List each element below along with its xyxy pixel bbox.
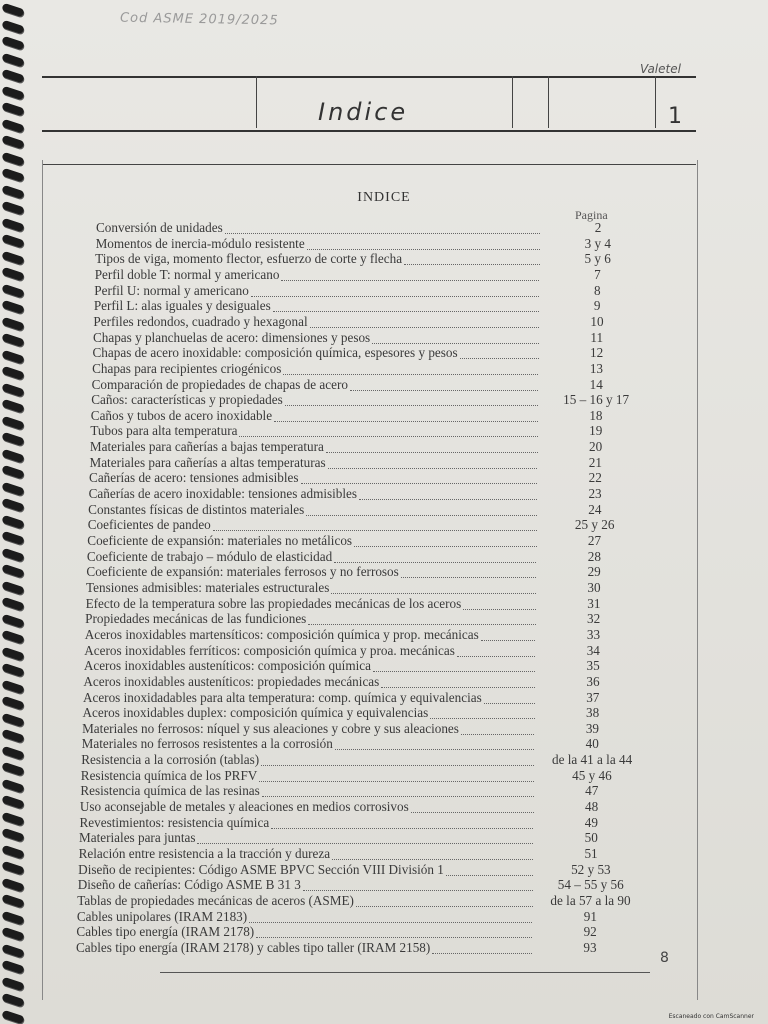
binding-ring <box>1 960 24 974</box>
index-entry <box>0 517 768 533</box>
index-entry-page: 49 <box>584 814 598 830</box>
index-entry-title: Chapas de acero inoxidable: composición química, espesores y pesos <box>92 345 458 361</box>
dot-leader <box>463 608 536 610</box>
handwritten-page-number: 1 <box>668 104 682 129</box>
dot-leader <box>271 827 533 829</box>
index-entry <box>0 377 768 393</box>
index-entry <box>0 690 768 706</box>
index-entry-title: Perfiles redondos, cuadrado y hexagonal <box>93 313 308 329</box>
index-entry <box>0 392 768 408</box>
index-entry-title: Aceros inoxidables duplex: composición química y equivalencias <box>82 705 429 721</box>
dot-leader <box>332 858 533 860</box>
binding-ring <box>1 36 24 50</box>
index-entry-page: 33 <box>586 626 601 642</box>
dot-leader <box>239 435 537 437</box>
title-divider <box>512 76 513 128</box>
index-entry-page: 45 y 46 <box>572 767 612 783</box>
handwritten-title: Indice <box>318 98 409 126</box>
index-entry <box>0 596 768 612</box>
dot-leader <box>354 545 536 547</box>
index-entry <box>0 267 768 283</box>
index-entry-page: 5 y 6 <box>584 251 611 267</box>
index-entry <box>0 330 768 346</box>
binding-ring <box>1 102 24 116</box>
binding-ring <box>1 1009 24 1023</box>
index-entry <box>0 439 768 455</box>
index-entry-title: Diseño de recipientes: Código ASME BPVC Sección VIII División 1 <box>78 861 444 877</box>
index-entry-title: Comparación de propiedades de chapas de acero <box>91 376 348 392</box>
index-entry-title: Aceros inoxidables austeníticos: propiedades mecánicas <box>83 673 380 689</box>
index-entry-title: Resistencia química de las resinas <box>80 783 260 799</box>
dot-leader <box>274 420 538 422</box>
index-entry <box>0 862 768 878</box>
index-entry <box>0 658 768 674</box>
index-entry-title: Aceros inoxidables austeníticos: composición química <box>83 658 371 674</box>
binding-ring <box>1 168 24 182</box>
page-column-header: Pagina <box>575 208 608 222</box>
title-divider <box>655 76 656 128</box>
dot-leader <box>310 326 539 328</box>
index-entry <box>0 752 768 768</box>
bottom-rule <box>160 972 650 973</box>
dot-leader <box>373 670 535 672</box>
dot-leader <box>308 623 535 625</box>
index-entry <box>0 564 768 580</box>
index-entry-title: Materiales no ferrosos: níquel y sus aleaciones y cobre y sus aleaciones <box>82 720 459 736</box>
index-entry <box>0 298 768 314</box>
index-entry-page: 47 <box>585 783 599 799</box>
dot-leader <box>372 342 539 344</box>
index-entry-title: Diseño de cañerías: Código ASME B 31 3 <box>77 877 301 893</box>
index-entry <box>0 846 768 862</box>
index-entry <box>0 815 768 831</box>
index-entry-page: 7 <box>594 266 601 282</box>
index-entry-page: de la 41 a la 44 <box>551 752 633 768</box>
index-entry-page: 20 <box>588 439 603 455</box>
dot-leader <box>307 248 540 250</box>
index-entry <box>0 643 768 659</box>
index-entry-page: 11 <box>590 329 604 345</box>
dot-leader <box>261 764 534 766</box>
index-entry-page: 91 <box>583 908 597 924</box>
index-entry-title: Tubos para alta temperatura <box>90 423 238 439</box>
index-entry <box>0 251 768 267</box>
dot-leader <box>283 373 538 375</box>
scan-watermark: Escaneado con CamScanner <box>668 1013 754 1020</box>
dot-leader <box>457 655 535 657</box>
handwritten-signature-note: Valetel <box>640 62 681 76</box>
index-entry-page: 3 y 4 <box>584 235 611 251</box>
index-entry <box>0 893 768 909</box>
index-entry <box>0 705 768 721</box>
index-entry <box>0 924 768 940</box>
dot-leader <box>334 561 536 563</box>
dot-leader <box>281 279 539 281</box>
index-entry-page: 10 <box>590 313 604 329</box>
index-entry-title: Coeficiente de expansión: materiales no metálicos <box>87 533 353 548</box>
corner-mark: 8 <box>660 950 669 966</box>
index-entry <box>0 236 768 252</box>
index-entry-title: Cañerías de acero: tensiones admisibles <box>89 470 299 486</box>
index-entry-title: Aceros inoxidables ferríticos: composición química y proa. mecánicas <box>84 642 455 658</box>
index-entry <box>0 721 768 737</box>
index-entry <box>0 830 768 846</box>
dot-leader <box>432 952 532 954</box>
index-entry-page: 31 <box>587 595 601 611</box>
index-entry-title: Efecto de la temperatura sobre las propiedades mecánicas de los aceros <box>85 595 462 611</box>
index-entry-page: 2 <box>594 220 602 235</box>
index-entry-page: 34 <box>586 642 600 658</box>
index-entry <box>0 799 768 815</box>
binding-ring <box>1 19 24 33</box>
index-entry <box>0 768 768 784</box>
index-entry <box>0 470 768 486</box>
index-entry-title: Materiales para cañerías a altas temperaturas <box>89 454 326 470</box>
dot-leader <box>430 717 534 719</box>
index-entry-title: Tablas de propiedades mecánicas de aceros (ASME) <box>77 892 354 908</box>
dot-leader <box>285 404 538 406</box>
index-heading: INDICE <box>357 190 411 205</box>
dot-leader <box>303 889 533 891</box>
dot-leader <box>484 702 535 704</box>
dot-leader <box>461 733 535 735</box>
index-entry <box>0 877 768 893</box>
index-entry-title: Conversión de unidades <box>96 220 223 235</box>
index-entry <box>0 220 768 236</box>
index-entry <box>0 909 768 925</box>
dot-leader <box>249 921 532 923</box>
dot-leader <box>350 389 538 391</box>
dot-leader <box>381 686 535 688</box>
index-entry-title: Propiedades mecánicas de las fundiciones <box>85 611 307 627</box>
index-entry-page: 8 <box>594 282 601 298</box>
index-entry <box>0 423 768 439</box>
dot-leader <box>460 357 539 359</box>
index-entry <box>0 783 768 799</box>
binding-ring <box>1 993 24 1007</box>
index-entry-page: 48 <box>584 799 599 815</box>
index-entry <box>0 611 768 627</box>
index-entry <box>0 455 768 471</box>
index-entry-title: Aceros inoxidadables para alta temperatura: comp. química y equivalencias <box>82 689 482 705</box>
binding-ring <box>1 69 24 83</box>
index-entry-page: 25 y 26 <box>574 517 615 533</box>
index-entry-title: Momentos de inercia-módulo resistente <box>95 235 305 251</box>
index-entry-title: Cables tipo energía (IRAM 2178) <box>76 924 255 940</box>
title-divider <box>548 76 549 128</box>
dot-leader <box>251 295 539 297</box>
index-entry <box>0 345 768 361</box>
index-entry <box>0 674 768 690</box>
index-entry-page: 37 <box>586 689 600 705</box>
index-entry-title: Chapas y planchuelas de acero: dimensiones y pesos <box>92 329 371 345</box>
index-entry-title: Revestimientos: resistencia química <box>79 814 270 830</box>
index-entry-page: 36 <box>586 673 600 689</box>
binding-ring <box>1 52 24 66</box>
index-entry-title: Resistencia a la corrosión (tablas) <box>81 752 260 768</box>
index-entry-title: Caños: características y propiedades <box>91 392 283 408</box>
dot-leader <box>359 498 537 500</box>
index-entry-page: 13 <box>589 360 604 376</box>
index-entry-page: 39 <box>585 720 600 736</box>
index-entry-title: Relación entre resistencia a la tracción y dureza <box>78 846 331 861</box>
index-entry-title: Caños y tubos de acero inoxidable <box>90 407 273 423</box>
dot-leader <box>306 514 537 516</box>
index-entry <box>0 533 768 549</box>
index-entry-title: Perfil U: normal y americano <box>94 282 249 298</box>
index-entry <box>0 361 768 377</box>
index-entry-page: 32 <box>587 611 601 627</box>
dot-leader <box>411 811 534 813</box>
index-entry-title: Perfil L: alas iguales y desiguales <box>93 298 271 314</box>
dot-leader <box>446 874 533 876</box>
dot-leader <box>225 232 540 234</box>
dot-leader <box>481 639 536 641</box>
index-entry-page: 27 <box>587 533 602 548</box>
dot-leader <box>259 780 534 782</box>
index-entry-page: 50 <box>584 830 598 846</box>
index-entry-title: Cables tipo energía (IRAM 2178) y cables tipo taller (IRAM 2158) <box>76 939 431 955</box>
index-entry-title: Resistencia química de los PRFV <box>80 767 258 783</box>
index-entry <box>0 502 768 518</box>
binding-ring <box>1 976 24 990</box>
handwritten-top-note: Cod ASME 2019/2025 <box>119 10 279 29</box>
binding-ring <box>1 118 24 132</box>
dot-leader <box>256 936 532 938</box>
index-entry-page: 38 <box>586 705 600 721</box>
index-entry-title: Aceros inoxidables martensíticos: composición química y prop. mecánicas <box>84 626 479 642</box>
title-divider <box>256 76 257 128</box>
dot-leader <box>301 482 538 484</box>
dot-leader <box>331 592 536 594</box>
index-entry-page: 19 <box>589 423 603 439</box>
index-entry <box>0 940 768 956</box>
index-entry-page: 18 <box>589 407 603 423</box>
index-entry <box>0 580 768 596</box>
index-entry-title: Materiales no ferrosos resistentes a la corrosión <box>81 736 333 752</box>
index-entry <box>0 283 768 299</box>
index-entry-page: 21 <box>588 454 602 470</box>
index-entry-title: Perfil doble T: normal y americano <box>94 266 280 282</box>
index-entry-title: Coeficiente de expansión: materiales ferrosos y no ferrosos <box>86 564 399 580</box>
index-entry-title: Materiales para cañerías a bajas temperatura <box>89 439 324 455</box>
index-entry-page: de la 57 a la 90 <box>550 892 631 908</box>
index-entry-title: Tensiones admisibles: materiales estructurales <box>86 579 330 595</box>
index-entry-title: Cables unipolares (IRAM 2183) <box>76 908 248 924</box>
index-entry-title: Materiales para juntas <box>79 830 196 846</box>
index-entry <box>0 486 768 502</box>
index-entry-title: Chapas para recipientes criogénicos <box>92 360 282 376</box>
dot-leader <box>326 451 538 453</box>
index-entry <box>0 408 768 424</box>
dot-leader <box>213 529 537 531</box>
index-entry-page: 40 <box>585 736 599 752</box>
binding-ring <box>1 3 24 17</box>
index-entry <box>0 314 768 330</box>
dot-leader <box>335 748 534 750</box>
index-entry-title: Constantes físicas de distintos materiales <box>88 501 305 517</box>
index-entry-page: 52 y 53 <box>571 861 611 877</box>
binding-ring <box>1 85 24 99</box>
index-entry-page: 23 <box>588 486 602 502</box>
index-entry <box>0 627 768 643</box>
index-entry-page: 92 <box>583 924 597 940</box>
dot-leader <box>401 576 536 578</box>
dot-leader <box>262 795 534 797</box>
index-entry-title: Coeficientes de pandeo <box>87 517 211 533</box>
dot-leader <box>197 842 533 844</box>
index-entry-title: Cañerías de acero inoxidable: tensiones admisibles <box>88 486 358 502</box>
index-entry-page: 29 <box>587 564 601 580</box>
index-entry-page: 30 <box>587 579 601 595</box>
index-entry-page: 15 – 16 y 17 <box>563 392 630 408</box>
dot-leader <box>356 905 533 907</box>
binding-ring <box>1 151 24 165</box>
dot-leader <box>273 310 539 312</box>
dot-leader <box>328 467 538 469</box>
dot-leader <box>404 263 540 265</box>
index-entry-page: 22 <box>588 470 602 486</box>
index-entry-page: 54 – 55 y 56 <box>557 877 624 893</box>
binding-ring <box>1 135 24 149</box>
index-entry-page: 93 <box>583 939 597 955</box>
index-entry <box>0 736 768 752</box>
index-entry <box>0 549 768 565</box>
index-entry-title: Uso aconsejable de metales y aleaciones en medios corrosivos <box>79 799 409 815</box>
index-entry-page: 35 <box>586 658 600 674</box>
index-entry-page: 28 <box>587 548 601 564</box>
index-entry-page: 9 <box>593 298 601 314</box>
index-entry-page: 51 <box>584 846 598 861</box>
index-entry-page: 24 <box>588 501 602 517</box>
index-entry-page: 14 <box>589 376 603 392</box>
index-entry-title: Tipos de viga, momento flector, esfuerzo de corte y flecha <box>95 251 403 267</box>
index-entry-title: Coeficiente de trabajo – módulo de elasticidad <box>86 548 333 564</box>
index-entry-page: 12 <box>590 345 604 361</box>
